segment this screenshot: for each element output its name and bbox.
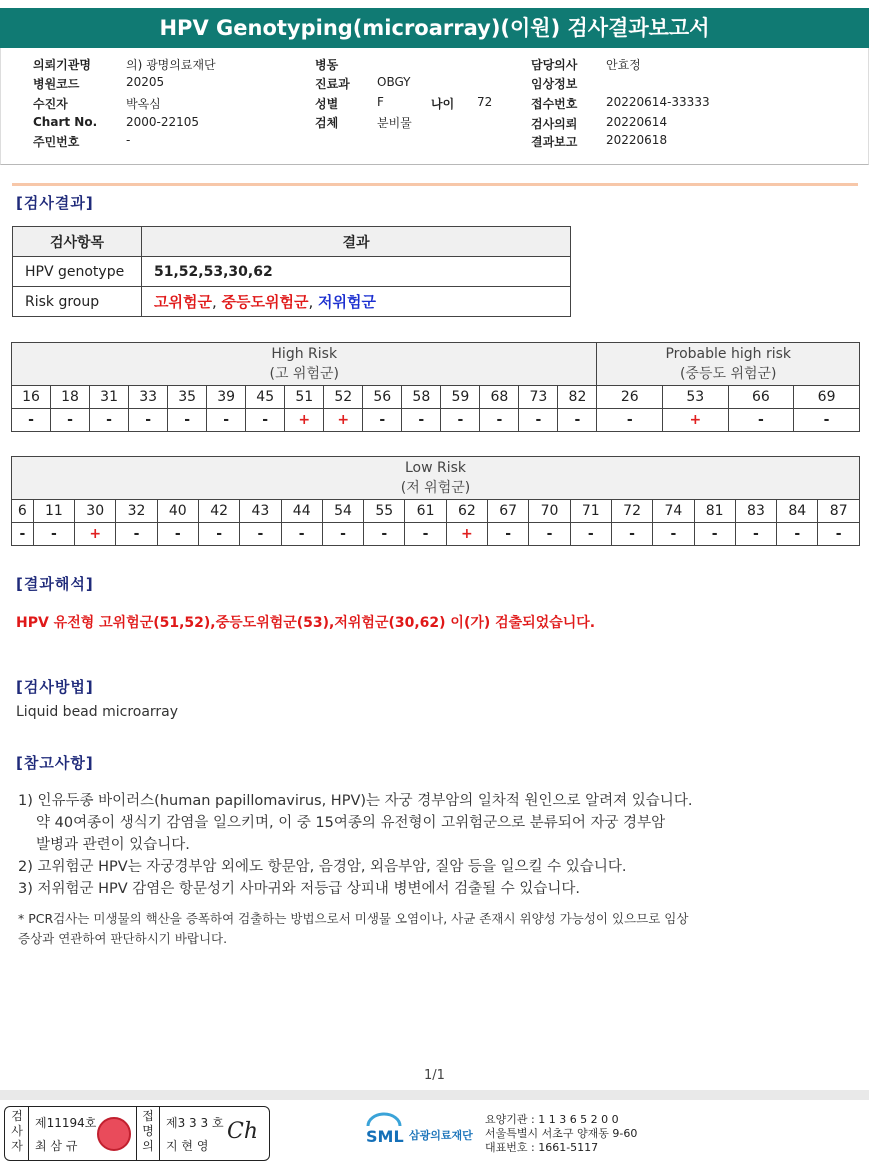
hpv-result-39: - bbox=[207, 409, 246, 432]
hpv-result-68: - bbox=[480, 409, 519, 432]
report-title: HPV Genotyping(microarray)(이원) 검사결과보고서 bbox=[0, 8, 869, 48]
info-label: 접수번호 bbox=[531, 97, 578, 111]
note-line: 3) 저위험군 HPV 감염은 항문성기 사마귀와 저등급 상피내 병변에서 검출될 수 있습니다. bbox=[18, 881, 580, 897]
info-label: 진료과 bbox=[315, 77, 350, 91]
info-label: 검체 bbox=[315, 116, 339, 130]
hpv-type-83: 83 bbox=[735, 500, 776, 523]
section-reference-title: [참고사항] bbox=[16, 754, 94, 772]
hpv-type-82: 82 bbox=[558, 386, 597, 409]
low-risk-table bbox=[11, 456, 860, 546]
high-risk-table bbox=[11, 342, 860, 432]
company-line: 대표번호 : 1661-5117 bbox=[485, 1141, 599, 1154]
info-value: 20220618 bbox=[606, 133, 668, 147]
hpv-result-45: - bbox=[246, 409, 285, 432]
hpv-type-33: 33 bbox=[129, 386, 168, 409]
hpv-type-66: 66 bbox=[728, 386, 794, 409]
company-name: 삼광의료재단 bbox=[409, 1129, 473, 1142]
hpv-result-54: - bbox=[322, 523, 363, 546]
info-value: F bbox=[377, 95, 384, 109]
hpv-type-18: 18 bbox=[51, 386, 90, 409]
hpv-result-70: - bbox=[529, 523, 570, 546]
risk-mid: 중등도위험군 bbox=[221, 293, 309, 311]
info-label: 의뢰기관명 bbox=[33, 58, 91, 72]
hpv-result-71: - bbox=[570, 523, 611, 546]
info-value: OBGY bbox=[377, 75, 411, 89]
section-result-title: [검사결과] bbox=[16, 194, 94, 212]
probable-high-risk-header bbox=[597, 343, 860, 386]
hpv-result-84: - bbox=[777, 523, 818, 546]
sml-logo-icon bbox=[364, 1112, 404, 1146]
interpretation-text: HPV 유전형 고위험군(51,52),중등도위험군(53),저위험군(30,62) 이(가) 검출되었습니다. bbox=[16, 615, 596, 631]
high-risk-header-ko: (고 위험군) bbox=[269, 366, 339, 382]
hpv-type-16: 16 bbox=[12, 386, 51, 409]
risk-sep: , bbox=[211, 293, 222, 311]
info-label: 주민번호 bbox=[33, 135, 80, 149]
hpv-type-67: 67 bbox=[488, 500, 529, 523]
pcr-footnote bbox=[18, 909, 688, 949]
hpv-type-73: 73 bbox=[519, 386, 558, 409]
hpv-result-66: - bbox=[728, 409, 794, 432]
hpv-type-26: 26 bbox=[597, 386, 663, 409]
section-interpretation-title: [결과해석] bbox=[16, 575, 94, 593]
hpv-result-6: - bbox=[12, 523, 34, 546]
high-risk-header bbox=[12, 343, 597, 386]
hpv-result-61: - bbox=[405, 523, 446, 546]
info-value: 안효정 bbox=[606, 58, 641, 72]
hpv-result-26: - bbox=[597, 409, 663, 432]
hpv-result-40: - bbox=[157, 523, 198, 546]
company-address bbox=[485, 1113, 637, 1155]
risk-group-value bbox=[142, 287, 571, 317]
info-label: 병원코드 bbox=[33, 77, 80, 91]
hpv-type-74: 74 bbox=[653, 500, 694, 523]
risk-group-label: Risk group bbox=[13, 287, 142, 317]
info-label: Chart No. bbox=[33, 115, 98, 129]
hpv-type-40: 40 bbox=[157, 500, 198, 523]
hpv-type-71: 71 bbox=[570, 500, 611, 523]
probable-header-en: Probable high risk bbox=[665, 346, 791, 362]
section-method-title: [검사방법] bbox=[16, 678, 94, 696]
risk-sep: , bbox=[308, 293, 319, 311]
hpv-type-51: 51 bbox=[285, 386, 324, 409]
divider bbox=[136, 1107, 137, 1160]
tester-name: 최 삼 규 bbox=[35, 1139, 78, 1153]
hpv-type-84: 84 bbox=[777, 500, 818, 523]
info-value: 의) 광명의료재단 bbox=[126, 58, 216, 72]
result-header-item: 검사항목 bbox=[13, 227, 142, 257]
hpv-result-69: - bbox=[794, 409, 860, 432]
hpv-type-68: 68 bbox=[480, 386, 519, 409]
reviewer-label: 접명의 bbox=[142, 1109, 154, 1153]
info-label: 검사의뢰 bbox=[531, 117, 578, 131]
note-line: 2) 고위험군 HPV는 자궁경부암 외에도 항문암, 음경암, 외음부암, 질암 등을 일으킬 수 있습니다. bbox=[18, 859, 627, 875]
hpv-type-87: 87 bbox=[818, 500, 860, 523]
hpv-type-45: 45 bbox=[246, 386, 285, 409]
hpv-type-53: 53 bbox=[663, 386, 729, 409]
info-value: 20220614 bbox=[606, 115, 668, 129]
hpv-result-31: - bbox=[90, 409, 129, 432]
note-line: 1) 인유두종 바이러스(human papillomavirus, HPV)는 자궁 경부암의 일차적 원인으로 알려져 있습니다. bbox=[18, 793, 693, 809]
hpv-result-59: - bbox=[441, 409, 480, 432]
reviewer-name: 지 현 영 bbox=[166, 1139, 209, 1153]
info-value: - bbox=[126, 133, 131, 147]
info-value: 20205 bbox=[126, 75, 165, 89]
hpv-result-74: - bbox=[653, 523, 694, 546]
footer-band bbox=[0, 1090, 869, 1100]
hpv-result-30: + bbox=[75, 523, 116, 546]
hpv-type-70: 70 bbox=[529, 500, 570, 523]
hpv-type-42: 42 bbox=[198, 500, 239, 523]
info-label: 결과보고 bbox=[531, 135, 578, 149]
hpv-result-72: - bbox=[611, 523, 652, 546]
hpv-result-67: - bbox=[488, 523, 529, 546]
hpv-type-54: 54 bbox=[322, 500, 363, 523]
patient-info bbox=[0, 48, 869, 165]
note-line: 발병과 관련이 있습니다. bbox=[36, 837, 190, 853]
hpv-result-33: - bbox=[129, 409, 168, 432]
hpv-result-53: + bbox=[663, 409, 729, 432]
result-header-result: 결과 bbox=[142, 227, 571, 257]
genotype-label: HPV genotype bbox=[13, 257, 142, 287]
genotype-value: 51,52,53,30,62 bbox=[142, 257, 571, 287]
hpv-result-42: - bbox=[198, 523, 239, 546]
divider bbox=[28, 1107, 29, 1160]
handwritten-signature: Ch bbox=[227, 1119, 259, 1144]
info-label: 병동 bbox=[315, 58, 339, 72]
info-value: 20220614-33333 bbox=[606, 95, 710, 109]
hpv-type-55: 55 bbox=[364, 500, 405, 523]
info-label: 임상정보 bbox=[531, 77, 578, 91]
age-label: 나이 bbox=[431, 97, 455, 111]
company-line: 서울특별시 서초구 양재동 9-60 bbox=[485, 1127, 638, 1140]
hpv-type-31: 31 bbox=[90, 386, 129, 409]
hpv-type-72: 72 bbox=[611, 500, 652, 523]
result-table bbox=[12, 226, 571, 317]
hpv-result-44: - bbox=[281, 523, 322, 546]
hpv-type-30: 30 bbox=[75, 500, 116, 523]
info-value: 2000-22105 bbox=[126, 115, 200, 129]
hpv-type-32: 32 bbox=[116, 500, 157, 523]
hpv-result-73: - bbox=[519, 409, 558, 432]
low-risk-header bbox=[12, 457, 860, 500]
hpv-result-82: - bbox=[558, 409, 597, 432]
page-number: 1/1 bbox=[424, 1068, 445, 1083]
hpv-type-62: 62 bbox=[446, 500, 487, 523]
hpv-type-81: 81 bbox=[694, 500, 735, 523]
hpv-type-43: 43 bbox=[240, 500, 281, 523]
hpv-result-87: - bbox=[818, 523, 860, 546]
hpv-type-35: 35 bbox=[168, 386, 207, 409]
probable-header-ko: (중등도 위험군) bbox=[679, 366, 777, 382]
hpv-type-56: 56 bbox=[363, 386, 402, 409]
svg-text:SML: SML bbox=[366, 1127, 404, 1146]
low-risk-header-en: Low Risk bbox=[404, 460, 467, 476]
info-value: 박옥심 bbox=[126, 97, 161, 111]
note-line: 약 40여종이 생식기 감염을 일으키며, 이 중 15여종의 유전형이 고위험군으로 분류되어 자궁 경부암 bbox=[36, 815, 666, 831]
hpv-result-16: - bbox=[12, 409, 51, 432]
risk-high: 고위험군 bbox=[154, 293, 212, 311]
hpv-type-61: 61 bbox=[405, 500, 446, 523]
hpv-result-35: - bbox=[168, 409, 207, 432]
hpv-result-51: + bbox=[285, 409, 324, 432]
reviewer-license: 제3 3 3 호 bbox=[166, 1116, 224, 1130]
hpv-type-39: 39 bbox=[207, 386, 246, 409]
hpv-type-44: 44 bbox=[281, 500, 322, 523]
seal-stamp-icon bbox=[97, 1117, 131, 1151]
hpv-type-58: 58 bbox=[402, 386, 441, 409]
hpv-result-43: - bbox=[240, 523, 281, 546]
low-risk-header-ko: (저 위험군) bbox=[400, 480, 471, 496]
hpv-type-59: 59 bbox=[441, 386, 480, 409]
signature-box bbox=[4, 1106, 270, 1161]
footnote-line: * PCR검사는 미생물의 핵산을 증폭하여 검출하는 방법으로서 미생물 오염이나, 사균 존재시 위양성 가능성이 있으므로 임상 bbox=[18, 911, 689, 926]
hpv-result-55: - bbox=[364, 523, 405, 546]
company-line: 요양기관 : 1 1 3 6 5 2 0 0 bbox=[485, 1113, 619, 1126]
hpv-result-62: + bbox=[446, 523, 487, 546]
hpv-result-18: - bbox=[51, 409, 90, 432]
hpv-result-11: - bbox=[33, 523, 74, 546]
high-risk-header-en: High Risk bbox=[271, 346, 338, 362]
tester-license: 제11194호 bbox=[35, 1116, 97, 1130]
risk-low: 저위험군 bbox=[318, 293, 376, 311]
hpv-type-11: 11 bbox=[33, 500, 74, 523]
divider bbox=[159, 1107, 160, 1160]
info-label: 수진자 bbox=[33, 97, 68, 111]
info-label: 성별 bbox=[315, 97, 339, 111]
hpv-result-32: - bbox=[116, 523, 157, 546]
tester-label: 검사자 bbox=[11, 1109, 23, 1153]
footnote-line: 증상과 연관하여 판단하시기 바랍니다. bbox=[18, 931, 228, 946]
hpv-type-6: 6 bbox=[12, 500, 34, 523]
age-value: 72 bbox=[477, 95, 493, 109]
hpv-result-52: + bbox=[324, 409, 363, 432]
hpv-result-81: - bbox=[694, 523, 735, 546]
method-text: Liquid bead microarray bbox=[16, 704, 179, 720]
hpv-result-83: - bbox=[735, 523, 776, 546]
info-value: 분비물 bbox=[377, 116, 412, 130]
hpv-type-52: 52 bbox=[324, 386, 363, 409]
hpv-result-58: - bbox=[402, 409, 441, 432]
accent-divider bbox=[12, 183, 858, 186]
hpv-result-56: - bbox=[363, 409, 402, 432]
reference-notes bbox=[18, 790, 692, 900]
hpv-type-69: 69 bbox=[794, 386, 860, 409]
info-label: 담당의사 bbox=[531, 58, 578, 72]
